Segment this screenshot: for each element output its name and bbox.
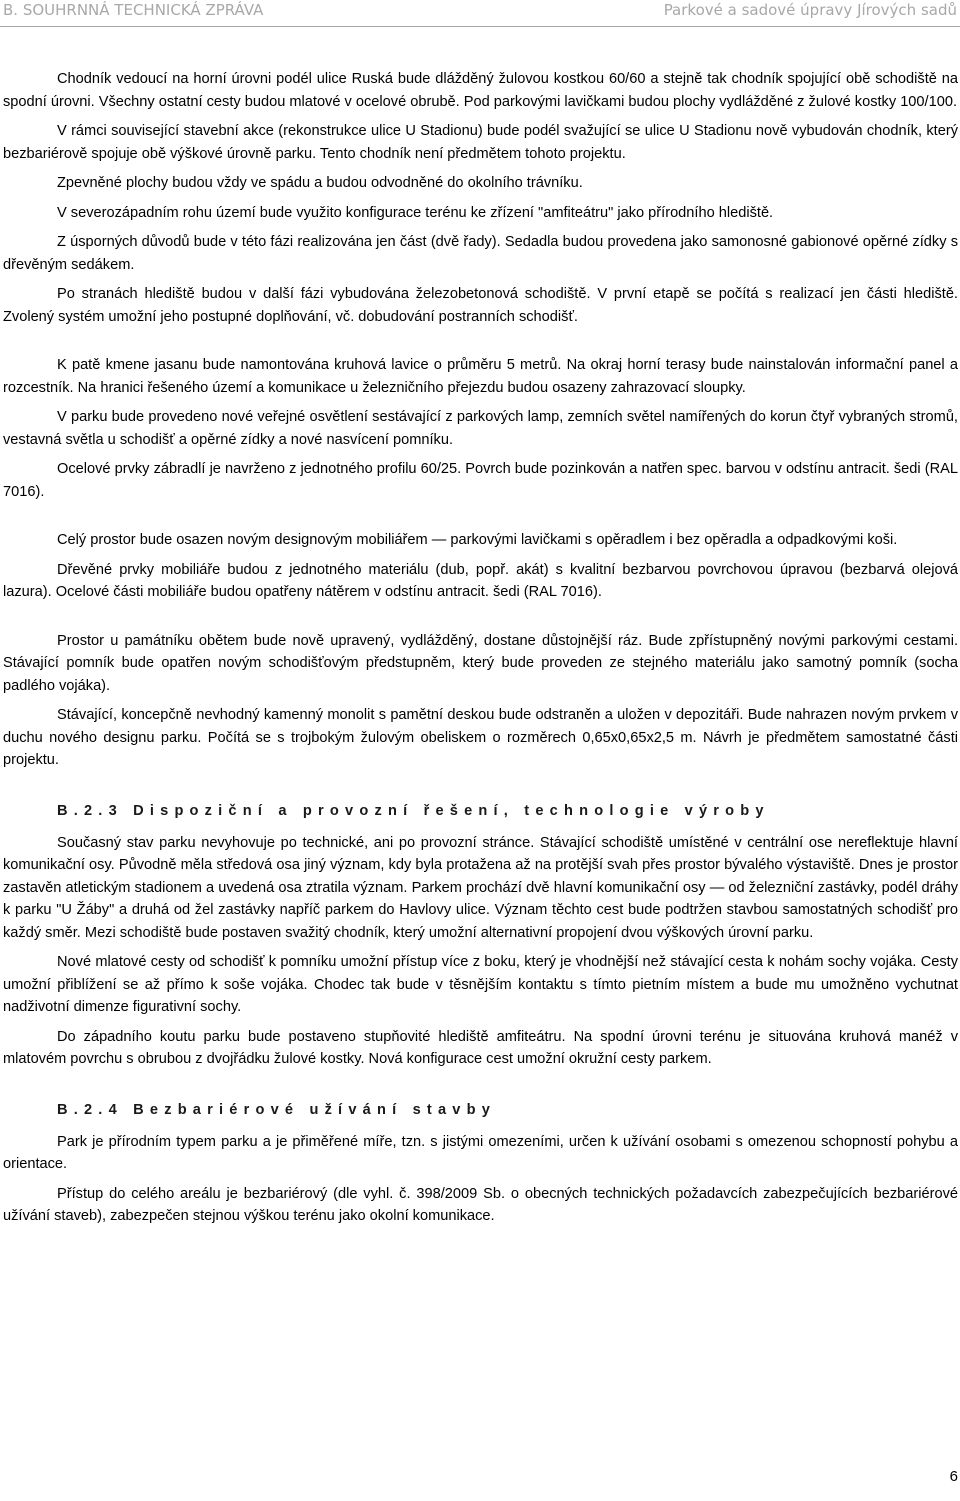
paragraph-seating: Z úsporných důvodů bude v této fázi realizována jen část (dvě řady). Sedadla budou provedena jako samonosné gabionové opěrné zídky s dřevěným sedákem. (3, 234, 958, 273)
page-number: 6 (949, 1468, 958, 1485)
paragraph-stadion-sidewalk: V rámci související stavební akce (rekonstrukce ulice U Stadionu) bude podél svažující se ulice U Stadionu nově vybudován chodník, který bezbariérově spojuje obě výškové úrovně parku. Tento chodník není předmětem tohoto projektu. (3, 123, 958, 162)
paragraph-wood-elements: Dřevěné prvky mobiliáře budou z jednotného materiálu (dub, popř. akát) s kvalitní bezbarvou povrchovou úpravou (bezbarvá olejová lazura). Ocelové části mobiliáře budou opatřeny nátěrem v odstínu antracit. šedi (RAL 7016). (3, 561, 958, 600)
paragraph-monolith: Stávající, koncepčně nevhodný kamenný monolit s pamětní deskou bude odstraněn a uložen v depozitáři. Bude nahrazen novým prvkem v duchu nového designu parku. Počítá se s trojbokým žulovým obeliskem o rozměrech 0,65x0,65x2,5 m. Návrh je předmětem samostatné části projektu. (3, 707, 958, 768)
paragraph-drainage: Zpevněné plochy budou vždy ve spádu a budou odvodněné do okolního trávníku. (57, 175, 583, 191)
document-body (3, 68, 958, 1235)
paragraph-lighting: V parku bude provedeno nové veřejné osvětlení sestávající z parkových lamp, zemních světel namířených do korun čtyř vybraných stromů, vestavná světla u schodišť a opěrné zídky a nové nasvícení pomníku. (3, 409, 958, 448)
paragraph-paving: Chodník vedoucí na horní úrovni podél ulice Ruská bude dlážděný žulovou kostkou 60/60 a stejně tak chodník spojující obě schodiště na spodní úrovni. Všechny ostatní cesty budou mlatové v ocelové obrubě. Pod parkovými lavičkami budou plochy vydlážděné z žulové kostky 100/100. (3, 71, 958, 110)
paragraph-b23-amphitheatre: Do západního koutu parku bude postaveno stupňovité hlediště amfiteátru. Na spodní úrovni terénu je situována kruhová manéž v mlatovém povrchu s obrubou z dvojřádku žulové kostky. Nová konfigurace cest umožní okružní cesty parkem. (3, 1028, 958, 1067)
header-section-title: B. SOUHRNNÁ TECHNICKÁ ZPRÁVA (3, 1, 264, 19)
paragraph-furniture: Celý prostor bude osazen novým designovým mobiliářem — parkovými lavičkami s opěradlem i bez opěradla a odpadkovými koši. (57, 532, 898, 548)
paragraph-b24-access: Přístup do celého areálu je bezbariérový (dle vyhl. č. 398/2009 Sb. o obecných technických požadavcích zabezpečujících bezbariérové užívání staveb), zabezpečen stejnou výškou terénu jako okolní komunikace. (3, 1185, 958, 1224)
paragraph-b23-current-state: Současný stav parku nevyhovuje po technické, ani po provozní stránce. Stávající schodiště umístěné v centrální ose nereflektuje hlavní komunikační osy. Původně měla středová osa jiný význam, kdy byla protažena až na protější svah přes prostor bývalého výstaviště. Dnes je prostor zastavěn atletickým stadionem a uvedená osa ztratila význam. Parkem prochází dvě hlavní komunikační osy — od železniční zastávky, podél dráhy k parku "U Žáby" a druhá od žel zastávky napříč parkem do Havlovy ulice. Význam těchto cest bude podtržen stavbou samostatných schodišť pro každý směr. Mezi schodiště bude postaven svažitý chodník, který umožní alternativní propojení dvou výškových úrovní parku. (3, 834, 958, 941)
section-heading-b24: B.2.4 Bezbariérové užívání stavby (57, 1101, 497, 1118)
paragraph-b24-park-type: Park je přírodním typem parku a je přiměřené míře, tzn. s jistými omezeními, určen k užívání osobami s omezenou schopností pohybu a orientace. (3, 1133, 958, 1172)
paragraph-railing: Ocelové prvky zábradlí je navrženo z jednotného profilu 60/25. Povrch bude pozinkován a natřen spec. barvou v odstínu antracit. šedi (RAL 7016). (3, 461, 958, 500)
section-heading-b23: B.2.3 Dispoziční a provozní řešení, technologie výroby (57, 802, 770, 819)
page-header (0, 0, 960, 27)
paragraph-bench-panel: K patě kmene jasanu bude namontována kruhová lavice o průměru 5 metrů. Na okraj horní terasy bude nainstalován informační panel a rozcestník. Na hranici řešeného území a komunikace u železničního přejezdu budou osazeny zahrazovací sloupky. (3, 357, 958, 396)
paragraph-memorial: Prostor u památníku obětem bude nově upravený, vydlážděný, dostane důstojnější ráz. Bude zpřístupněný novými parkovými cestami. Stávající pomník bude opatřen novým schodišťovým předstupněm, který bude proveden ze stejného materiálu jako samotný pomník (socha padlého vojáka). (3, 632, 958, 694)
paragraph-b23-paths: Nové mlatové cesty od schodišť k pomníku umožní přístup více z boku, který je vhodnější než stávající cesta k nohám sochy vojáka. Cesty umožní přiblížení se až přímo k soše vojáka. Chodec tak bude v těsnějším kontaktu s tímto pietním místem a bude mu umožněno vychutnat nadživotní dimenze figurativní sochy. (3, 954, 958, 1015)
header-project-title: Parkové a sadové úpravy Jírových sadů (663, 1, 957, 19)
paragraph-amphitheatre: V severozápadním rohu území bude využito konfigurace terénu ke zřízení "amfiteátru" jako přírodního hlediště. (57, 204, 774, 221)
paragraph-stairs: Po stranách hlediště budou v další fázi vybudována železobetonová schodiště. V první etapě se počítá s realizací jen části hlediště. Zvolený systém umožní jeho postupné doplňování, vč. dobudování postranních schodišť. (3, 286, 958, 325)
